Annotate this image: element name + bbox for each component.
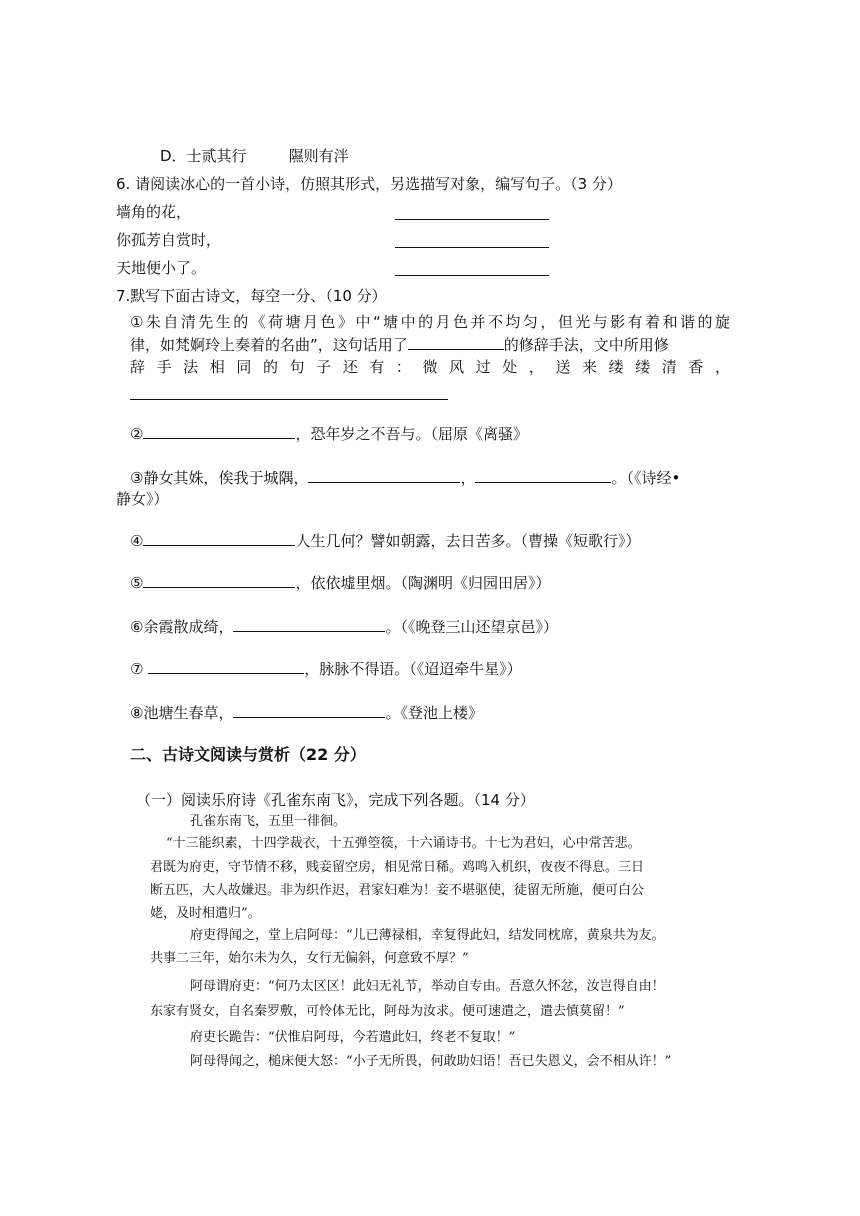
q7-item7 bbox=[130, 657, 522, 680]
poem-line-2: “十三能织素，十四学裁衣，十五弹箜篌，十六诵诗书。十七为君妇，心中常苦悲。 bbox=[166, 836, 641, 851]
q7-item1-text-b1: 律，如梵婀玲上奏着的名曲”，这句话用了 bbox=[130, 336, 408, 354]
poem-line-10: 府吏长跪告：“伏惟启阿母，今若遣此妇，终老不复取！” bbox=[190, 1030, 516, 1045]
poem-line-5: 姥，及时相遣归”。 bbox=[150, 906, 261, 921]
q7-item1-text-b2: 的修辞手法，文中所用修 bbox=[503, 336, 669, 354]
q6-line-2: 你孤芳自赏时， bbox=[116, 231, 222, 249]
option-d bbox=[160, 145, 349, 167]
q7-item3-text-c: 。（《诗经• bbox=[611, 469, 681, 487]
q7-item5-text: ，依依墟里烟。（陶渊明《归园田居》） bbox=[295, 574, 551, 592]
q7-item7-num: ⑦ bbox=[130, 660, 149, 678]
q6-prompt: 6. 请阅读冰心的一首小诗，仿照其形式，另选描写对象，编写句子。（3 分） bbox=[116, 175, 622, 193]
q7-item3-blank-2[interactable] bbox=[475, 466, 611, 483]
q7-item5-num: ⑤ bbox=[130, 574, 144, 592]
q7-item7-text: ，脉脉不得语。（《迢迢牵牛星》） bbox=[304, 660, 522, 678]
poem-line-3: 君既为府吏，守节情不移，贱妾留空房，相见常日稀。鸡鸣入机织，夜夜不得息。三日 bbox=[150, 860, 645, 875]
q7-item6-blank[interactable] bbox=[233, 615, 385, 632]
option-d-label: D．士贰其行 bbox=[160, 147, 247, 165]
section2-sub-prompt: （一）阅读乐府诗《孔雀东南飞》，完成下列各题。（14 分） bbox=[136, 791, 535, 809]
q7-prompt: 7.默写下面古诗文，每空一分、（10 分） bbox=[116, 287, 387, 305]
option-d-text: 隰则有泮 bbox=[288, 147, 349, 165]
q7-item7-blank[interactable] bbox=[148, 657, 304, 674]
q7-item1-line-b bbox=[130, 333, 669, 356]
q7-item4-text: 人生几何？譬如朝露，去日苦多。（曹操《短歌行》） bbox=[295, 532, 641, 550]
poem-line-9: 东家有贤女，自名秦罗敷，可怜体无比，阿母为汝求。便可速遣之，遣去慎莫留！” bbox=[150, 1004, 625, 1019]
q7-item8-text-a: ⑧池塘生春草， bbox=[130, 704, 234, 722]
poem-line-1: 孔雀东南飞，五里一徘徊。 bbox=[190, 814, 347, 829]
q7-item3-blank-1[interactable] bbox=[308, 466, 460, 483]
q6-answer-blank-1[interactable] bbox=[395, 203, 549, 220]
section2-heading: 二、古诗文阅读与赏析（22 分） bbox=[130, 745, 366, 764]
poem-line-11: 阿母得闻之，槌床便大怒：“小子无所畏，何敢助妇语！吾已失恩义，会不相从许！” bbox=[190, 1054, 672, 1069]
q7-item6-text-a: ⑥余霞散成绮， bbox=[130, 618, 234, 636]
q7-item1-line-a: ①朱自清先生的《荷塘月色》中“塘中的月色并不均匀，但光与影有着和谐的旋 bbox=[130, 313, 730, 331]
q7-item2-num: ② bbox=[130, 425, 144, 443]
q7-item5 bbox=[130, 571, 550, 594]
poem-line-6: 府吏得闻之，堂上启阿母：“儿已薄禄相，幸复得此妇，结发同枕席，黄泉共为友。 bbox=[190, 928, 665, 943]
q7-item2 bbox=[130, 422, 528, 445]
q7-item6-text-b: 。（《晚登三山还望京邑》） bbox=[385, 618, 558, 636]
q7-item3 bbox=[130, 466, 680, 489]
q7-item8 bbox=[130, 701, 483, 724]
q6-line-1: 墙角的花， bbox=[116, 203, 192, 221]
q7-item1-line-c: 辞手法相同的句子还有：微风过处，送来缕缕清香， bbox=[130, 358, 730, 376]
q7-item6 bbox=[130, 615, 558, 638]
q7-item8-text-b: 。《登池上楼》 bbox=[385, 704, 483, 722]
q7-item4 bbox=[130, 529, 640, 552]
q7-item2-blank[interactable] bbox=[143, 422, 295, 439]
q7-item3-comma: ， bbox=[460, 469, 476, 487]
q7-item2-text: ，恐年岁之不吾与。（屈原《离骚》 bbox=[295, 425, 528, 443]
q7-item1-blank-2[interactable] bbox=[130, 383, 448, 400]
q7-item4-num: ④ bbox=[130, 532, 144, 550]
poem-line-7: 共事二三年，始尔未为久，女行无偏斜，何意致不厚？” bbox=[150, 951, 469, 966]
poem-line-8: 阿母谓府吏：“何乃太区区！此妇无礼节，举动自专由。吾意久怀忿，汝岂得自由！ bbox=[190, 979, 665, 994]
poem-line-4: 断五匹，大人故嫌迟。非为织作迟，君家妇难为！妾不堪驱使，徒留无所施，便可白公 bbox=[150, 883, 645, 898]
q6-answer-blank-3[interactable] bbox=[395, 259, 549, 276]
q7-item1-blank-1[interactable] bbox=[408, 333, 504, 350]
q7-item3-text-a: ③静女其姝，俟我于城隅， bbox=[130, 469, 309, 487]
q6-answer-blank-2[interactable] bbox=[395, 231, 549, 248]
q6-line-3: 天地便小了。 bbox=[116, 259, 207, 277]
q7-item3-source: 静女》） bbox=[116, 490, 169, 508]
q7-item8-blank[interactable] bbox=[233, 701, 385, 718]
q7-item4-blank[interactable] bbox=[143, 529, 295, 546]
q7-item5-blank[interactable] bbox=[143, 571, 295, 588]
